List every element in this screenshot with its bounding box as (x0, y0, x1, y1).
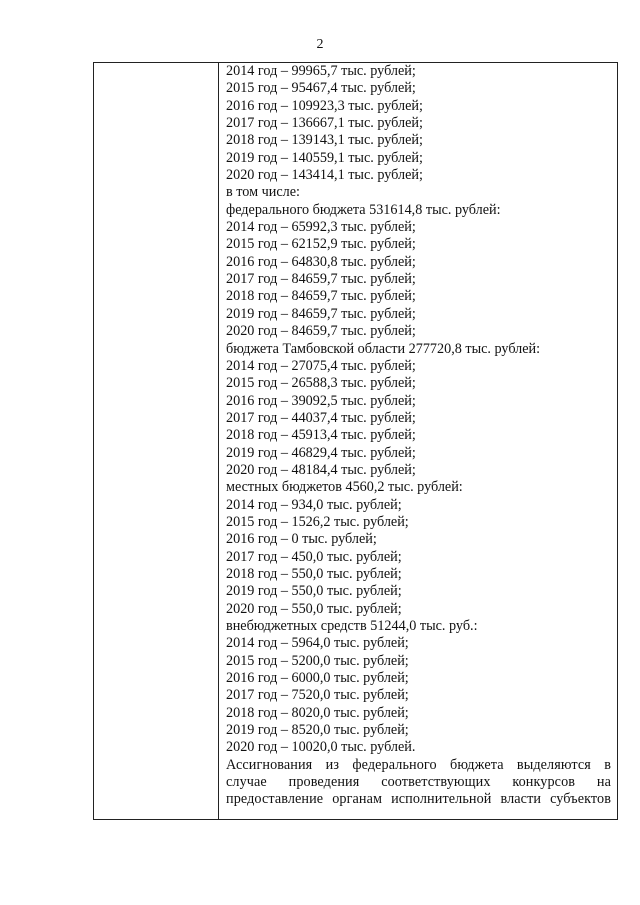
funding-line: 2014 год – 99965,7 тыс. рублей; (226, 63, 416, 79)
funding-lines (226, 63, 611, 757)
paragraph-line: предоставление органам исполнительной власти субъектов (226, 791, 611, 808)
paragraph-line: случае проведения соответствующих конкурсов на (226, 774, 611, 791)
funding-line: 2019 год – 8520,0 тыс. рублей; (226, 722, 409, 739)
page-number: 2 (316, 37, 324, 52)
funding-line: 2014 год – 934,0 тыс. рублей; (226, 496, 402, 513)
funding-line: в том числе: (226, 184, 300, 201)
funding-line: 2019 год – 140559,1 тыс. рублей; (226, 149, 423, 166)
funding-line: 2020 год – 10020,0 тыс. рублей. (226, 739, 416, 756)
funding-line: внебюджетных средств 51244,0 тыс. руб.: (226, 618, 478, 634)
funding-line: 2015 год – 26588,3 тыс. рублей; (226, 375, 416, 392)
funding-line: 2016 год – 64830,8 тыс. рублей; (226, 253, 416, 270)
funding-line: 2017 год – 84659,7 тыс. рублей; (226, 271, 416, 288)
funding-line: 2014 год – 65992,3 тыс. рублей; (226, 219, 416, 236)
funding-line: федерального бюджета 531614,8 тыс. рублей: (226, 201, 501, 218)
funding-line: местных бюджетов 4560,2 тыс. рублей: (226, 479, 463, 496)
funding-line: 2019 год – 46829,4 тыс. рублей; (226, 444, 416, 461)
funding-line: 2016 год – 109923,3 тыс. рублей; (226, 97, 423, 114)
funding-line: 2019 год – 84659,7 тыс. рублей; (226, 305, 416, 322)
funding-line: 2016 год – 39092,5 тыс. рублей; (226, 392, 416, 409)
funding-line: 2018 год – 84659,7 тыс. рублей; (226, 288, 416, 305)
funding-line: 2015 год – 95467,4 тыс. рублей; (226, 80, 416, 97)
funding-line: 2018 год – 550,0 тыс. рублей; (226, 565, 402, 582)
funding-table (93, 62, 618, 820)
allocation-paragraph (226, 757, 611, 809)
funding-line: 2020 год – 84659,7 тыс. рублей; (226, 323, 416, 340)
funding-line: бюджета Тамбовской области 277720,8 тыс. рублей: (226, 340, 541, 357)
funding-line: 2018 год – 45913,4 тыс. рублей; (226, 427, 416, 444)
funding-line: 2018 год – 8020,0 тыс. рублей; (226, 704, 409, 721)
funding-line: 2020 год – 143414,1 тыс. рублей; (226, 167, 423, 184)
funding-line: 2014 год – 27075,4 тыс. рублей; (226, 357, 416, 374)
funding-line: 2014 год – 5964,0 тыс. рублей; (226, 635, 409, 652)
table-left-column (94, 63, 219, 819)
funding-line: 2017 год – 7520,0 тыс. рублей; (226, 687, 409, 704)
funding-line: 2020 год – 48184,4 тыс. рублей; (226, 461, 416, 478)
funding-line: 2018 год – 139143,1 тыс. рублей; (226, 132, 423, 149)
funding-line: 2017 год – 450,0 тыс. рублей; (226, 548, 402, 565)
funding-line: 2016 год – 0 тыс. рублей; (226, 531, 377, 548)
paragraph-line: Ассигнования из федерального бюджета выделяются в (226, 756, 611, 773)
funding-line: 2015 год – 5200,0 тыс. рублей; (226, 652, 409, 669)
funding-line: 2020 год – 550,0 тыс. рублей; (226, 600, 402, 617)
funding-line: 2019 год – 550,0 тыс. рублей; (226, 583, 402, 600)
funding-line: 2016 год – 6000,0 тыс. рублей; (226, 670, 409, 687)
table-right-column (220, 63, 617, 819)
funding-line: 2015 год – 62152,9 тыс. рублей; (226, 236, 416, 253)
funding-line: 2017 год – 44037,4 тыс. рублей; (226, 409, 416, 426)
funding-line: 2015 год – 1526,2 тыс. рублей; (226, 513, 409, 530)
funding-line: 2017 год – 136667,1 тыс. рублей; (226, 115, 423, 132)
